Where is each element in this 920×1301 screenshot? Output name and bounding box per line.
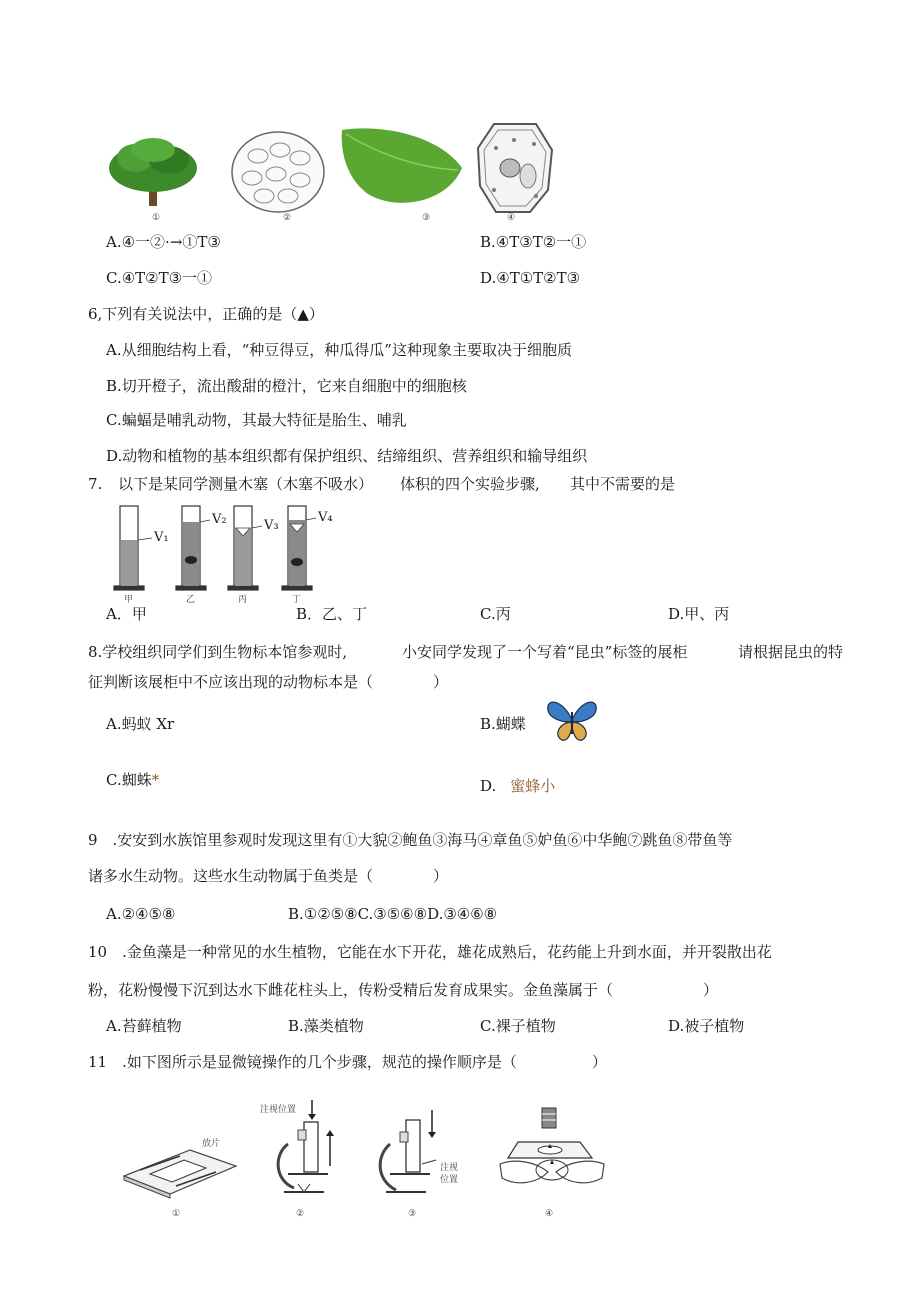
q10-stem-line2: 粉，花粉慢慢下沉到达水下雌花柱头上，传粉受精后发育成果实。金鱼藻属于（ ） <box>88 981 719 999</box>
q6-stem: 6,下列有关说法中，正确的是（▲） <box>88 305 324 323</box>
q5-figure-label-4: ④ <box>507 212 516 222</box>
q11-figure-label-4: ④ <box>545 1208 554 1218</box>
q6-option-c[interactable]: C.蝙蝠是哺乳动物，其最大特征是胎生、哺乳 <box>106 411 407 429</box>
q7-label-v1: V₁ <box>154 530 169 545</box>
q10-option-a[interactable]: A.苔藓植物 <box>106 1017 182 1035</box>
q10-option-b[interactable]: B.藻类植物 <box>288 1017 364 1035</box>
q9-option-a[interactable]: A.②④⑤⑧ <box>106 905 176 923</box>
q10-option-d[interactable]: D.被子植物 <box>668 1017 745 1035</box>
q6-option-a[interactable]: A.从细胞结构上看，“种豆得豆，种瓜得瓜”这种现象主要取决于细胞质 <box>106 341 572 359</box>
butterfly-icon <box>544 698 600 744</box>
q8-stem-part1: 8.学校组织同学们到生物标本馆参观时, <box>88 643 348 661</box>
q8-option-c-mark: * <box>151 771 160 789</box>
q8-stem-part2: 小安同学发现了一个写着“昆虫”标签的展柜 <box>402 643 688 661</box>
q8-option-d[interactable] <box>480 776 555 796</box>
q11-figure-label-2: ② <box>296 1208 305 1218</box>
q8-option-d-text: 蜜蜂小 <box>510 777 556 795</box>
q5-figure-label-2: ② <box>283 212 292 222</box>
q5-figure-leaf <box>338 124 468 214</box>
q8-stem-line2: 征判断该展柜中不应该出现的动物标本是（ ） <box>88 673 449 691</box>
q11-figure-microscope-raise <box>372 1104 452 1204</box>
q11-figure-label-1: ① <box>172 1208 181 1218</box>
q5-figure-tree <box>105 128 201 218</box>
q11-label-weizhi: 位置 <box>440 1174 459 1184</box>
q7-name-2: 乙 <box>186 594 196 604</box>
q8-option-c[interactable] <box>106 770 159 790</box>
q8-option-b[interactable]: B.蝴蝶 <box>480 715 526 733</box>
q7-option-d[interactable]: D.甲、丙 <box>668 605 730 623</box>
q11-label-zhushi-weizhi: 注视位置 <box>260 1104 297 1114</box>
q7-name-4: 丁 <box>292 594 302 604</box>
q10-stem-line1: 10 .金鱼藻是一种常见的水生植物，它能在水下开花，雄花成熟后，花药能上升到水面，并开裂散出花 <box>88 943 772 961</box>
q8-stem-part3: 请根据昆虫的特 <box>738 643 844 661</box>
q8-option-d-label: D. <box>480 777 497 795</box>
q7-label-v3: V₃ <box>264 518 279 533</box>
q7-stem-part2: 体积的四个实验步骤, <box>400 475 540 493</box>
q7-figure-cylinders <box>110 500 350 600</box>
q5-option-a[interactable]: A.④一②·→①T③ <box>106 233 221 251</box>
q7-option-a[interactable]: A．甲 <box>106 605 147 623</box>
q5-option-b[interactable]: B.④T③T②一① <box>480 233 587 251</box>
q5-option-d[interactable]: D.④T①T②T③ <box>480 269 581 287</box>
q11-stem: 11 .如下图所示是显微镜操作的几个步骤，规范的操作顺序是（ ） <box>88 1053 607 1071</box>
q8-option-c-label: C.蜘蛛 <box>106 771 152 789</box>
q11-label-zhushi: 注视 <box>440 1162 459 1172</box>
q7-stem-part3: 其中不需要的是 <box>570 475 676 493</box>
q7-label-v4: V₄ <box>318 510 333 525</box>
q5-option-c[interactable]: C.④T②T③一① <box>106 269 213 287</box>
q5-figure-cell <box>474 120 556 216</box>
q11-figure-label-3: ③ <box>408 1208 417 1218</box>
q7-name-1: 甲 <box>124 594 134 604</box>
q8-option-a[interactable]: A.蚂蚁 Xr <box>106 715 175 733</box>
q6-option-b[interactable]: B.切开橙子，流出酸甜的橙汁，它来自细胞中的细胞核 <box>106 377 467 395</box>
q9-stem-line2: 诸多水生动物。这些水生动物属于鱼类是（ ） <box>88 867 449 885</box>
q11-figure-hands <box>496 1106 608 1202</box>
q11-figure-slide <box>120 1140 240 1200</box>
q5-figure-label-3: ③ <box>422 212 431 222</box>
q9-stem-line1: 9 .安安到水族馆里参观时发现这里有①大貌②鲍鱼③海马④章鱼⑤妒鱼⑥中华鲍⑦跳鱼⑧带鱼等 <box>88 831 733 849</box>
q10-option-c[interactable]: C.裸子植物 <box>480 1017 556 1035</box>
q7-stem-part1: 以下是某同学测量木塞（木塞不吸水） <box>118 475 374 493</box>
q5-figure-label-1: ① <box>152 212 161 222</box>
q7-option-c[interactable]: C.丙 <box>480 605 511 623</box>
q11-label-fangpian: 放片 <box>202 1138 221 1148</box>
q7-label-v2: V₂ <box>212 512 227 527</box>
q6-option-d[interactable]: D.动物和植物的基本组织都有保护组织、结缔组织、营养组织和输导组织 <box>106 447 588 465</box>
q7-name-3: 丙 <box>238 594 248 604</box>
q5-figure-tissue <box>228 128 328 216</box>
q7-option-b[interactable]: B．乙、丁 <box>296 605 368 623</box>
q7-number: 7. <box>88 475 103 493</box>
q9-option-bcd[interactable]: B.①②⑤⑧C.③⑤⑥⑧D.③④⑥⑧ <box>288 905 498 923</box>
